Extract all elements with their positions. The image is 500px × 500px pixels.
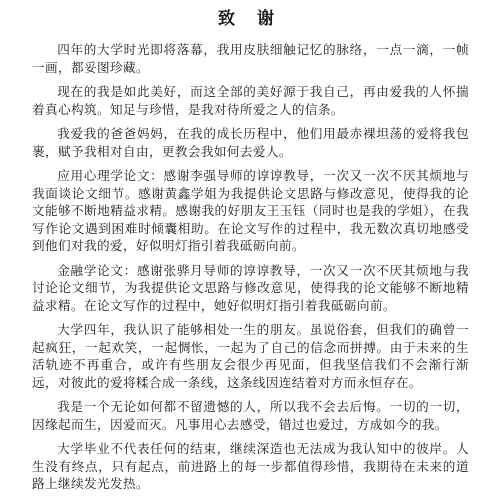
paragraph-graduation: 大学毕业不代表任何的结束，继续深造也无法成为我认知中的彼岸。人生没有终点，只有起点，前进路上的每一步都值得珍惜，我期待在未来的道路上继续发光发热。	[32, 441, 469, 491]
paragraph-finance-thesis: 金融学论文：感谢张骅月导师的谆谆教导，一次又一次不厌其烦地与我讨论论文细节，为我提供论文思路与修改意见，使得我的论文能够不断地精益求精。在论文写作的过程中，她好似明灯指引着我砥砺向前。	[32, 262, 469, 313]
paragraph-intro: 四年的大学时光即将落幕，我用皮肤细触记忆的脉络，一点一滴，一帧一画，都妥图珍藏。	[32, 42, 469, 75]
page-title: 致 谢	[218, 9, 282, 29]
paragraph-no-regrets: 我是一个无论如何都不留遗憾的人，所以我不会去后悔。一切的一切，因缘起而生，因爱而灭。凡事用心去感受，错过也爱过，方成如今的我。	[32, 399, 469, 432]
paragraph-parents: 我爱我的爸爸妈妈，在我的成长历程中，他们用最赤裸坦荡的爱将我包裹，赋予我相对自由，更教会我如何去爱人。	[32, 126, 469, 159]
paragraph-self: 现在的我是如此美好，而这全部的美好源于我自己，再由爱我的人怀揣着真心构筑。知足与珍惜，是我对待所爱之人的信条。	[32, 84, 469, 117]
paragraph-friends: 大学四年，我认识了能够相处一生的朋友。虽说俗套，但我们的确曾一起疯狂，一起欢笑，一起惆怅，一起为了自己的信念而拼搏。由于未来的生活轨迹不再重合，或许有些朋友会很少再见面，但我坚信我们不会渐行渐远，对彼此的爱将糅合成一条线，这条线因连结着对方而永恒存在。	[32, 322, 469, 390]
document-body	[32, 41, 469, 500]
paragraph-psychology-thesis: 应用心理学论文：感谢李强导师的谆谆教导，一次又一次不厌其烦地与我面谈论文细节。感谢黄鑫学姐为我提供论文思路与修改意见，使得我的论文能够不断地精益求精。感谢我的好朋友王玉钰（同时也是我的学姐），在我写作论文遇到困难时倾囊相助。在论文写作的过程中，我无数次真切地感受到他们对我的爱，好似明灯指引着我砥砺向前。	[32, 168, 469, 253]
